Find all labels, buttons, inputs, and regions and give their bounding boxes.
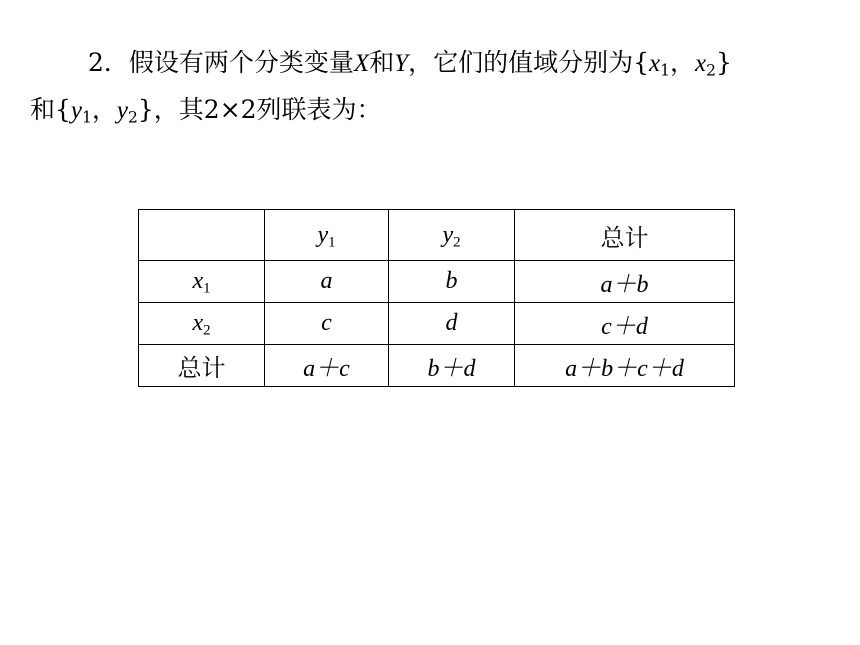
table-cell: c [265,303,389,345]
contingency-table [138,209,735,387]
table-cell: d [389,303,515,345]
table-cell: c＋d [515,303,735,345]
table-cell: a [265,261,389,303]
table-cell: a＋b＋c＋d [515,345,735,387]
problem-statement [30,40,830,134]
header-cell-y1: $y_1$ [265,210,389,261]
table-row [139,261,735,303]
header-cell-y2: $y_2$ [389,210,515,261]
table-row [139,303,735,345]
header-cell-total: 总计 [515,210,735,261]
statement-line-1: 2．假设有两个分类变量X和Y，它们的值域分别为{$x_1$，$x_2$} [88,48,732,80]
statement-line-2: 和{$y_1$，$y_2$}，其2×2列联表为： [30,95,382,127]
row-label-x1: $x_1$ [139,261,265,303]
table-cell: b＋d [389,345,515,387]
table-cell: b [389,261,515,303]
table-header-row [139,210,735,261]
row-label-x2: $x_2$ [139,303,265,345]
row-label-total: 总计 [139,345,265,387]
table-cell: a＋b [515,261,735,303]
variable-y: Y [394,50,409,77]
table-row [139,345,735,387]
problem-number: 2． [88,48,129,77]
header-cell-empty [139,210,265,261]
variable-x: X [353,50,370,77]
table-cell: a＋c [265,345,389,387]
